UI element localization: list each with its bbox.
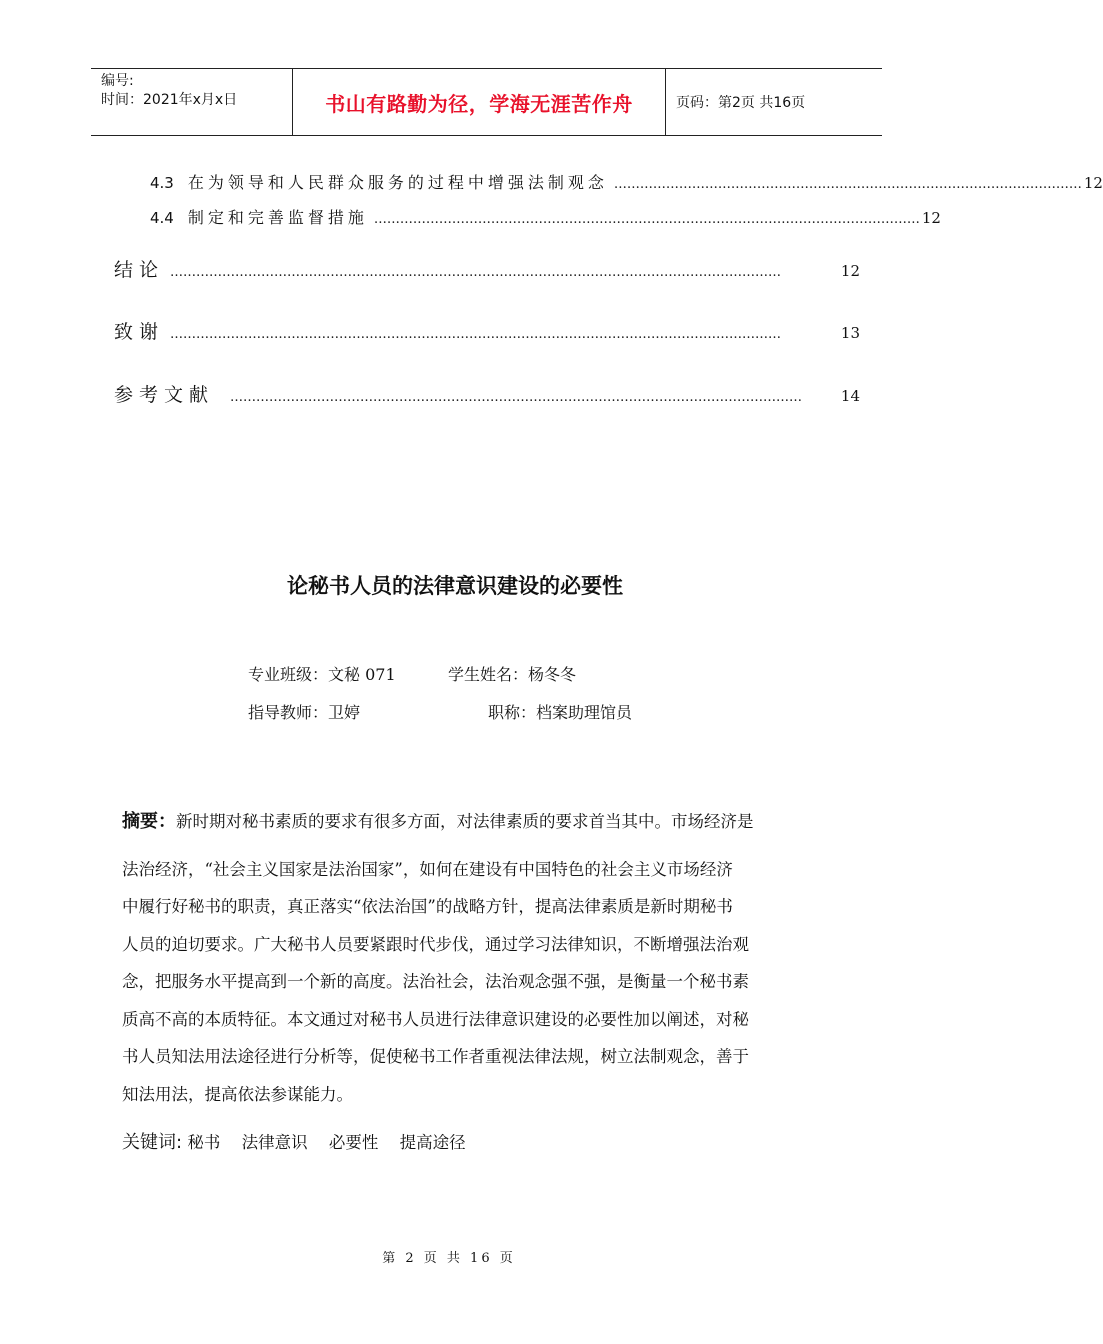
toc-entry-page: 12 [1083,174,1103,192]
toc-entry [150,205,941,228]
toc-leader-dots: …………………………………………………………………………………………………………………………… [170,327,782,342]
header-info [101,72,237,110]
keyword: 提高途径 [399,1133,466,1152]
header-bottom-rule [91,135,882,136]
toc-entry-title: 致谢 [114,321,165,343]
toc-entry-number: 4.3 [150,174,174,192]
abstract-label: 摘要： [122,811,176,832]
toc-entry [114,255,860,282]
toc-leader-dots: ……………………………………………………………………………………………… [613,177,1082,192]
abstract-line: 念，把服务水平提高到一个新的高度。法治社会，法治观念强不强，是衡量一个秘书素 [122,972,749,991]
student-name: 学生姓名：杨冬冬 [448,665,577,684]
toc-entry-title: 结论 [114,259,165,281]
major-class: 专业班级：文秘 071 [248,665,396,684]
keyword: 必要性 [328,1133,379,1152]
header-time-label: 时间：2021年x月x日 [101,92,238,108]
header-number-label: 编号: [101,73,134,89]
toc-leader-dots: …………………………………………………………………………………………………………………… [230,390,803,405]
abstract-text: 新时期对秘书素质的要求有很多方面，对法律素质的要求首当其中。市场经济是 [176,812,754,831]
abstract-line: 中履行好秘书的职责，真正落实“依法治国”的战略方针，提高法律素质是新时期秘书 [122,897,733,916]
abstract [122,803,862,1113]
abstract-line: 人员的迫切要求。广大秘书人员要紧跟时代步伐，通过学习法律知识，不断增强法治观 [122,934,749,954]
page-header [91,68,882,136]
page-footer: 第 2 页 共 16 页 [382,1251,516,1266]
toc-entry-title: 在为领导和人民群众服务的过程中增强法制观念 [187,173,608,192]
paper-title: 论秘书人员的法律意识建设的必要性 [287,574,623,598]
header-motto: 书山有路勤为径，学海无涯苦作舟 [325,92,633,116]
abstract-line: 法治经济，“社会主义国家是法治国家”，如何在建设有中国特色的社会主义市场经济 [122,859,733,879]
toc-leader-dots: …………………………………………………………………………………………………………………………… [170,265,782,280]
toc-entry-title: 制定和完善监督措施 [187,208,368,227]
toc-entry-page: 14 [840,387,860,405]
advisor-rank: 职称：档案助理馆员 [488,703,633,722]
header-page-info: 页码：第2页 共16页 [676,95,806,111]
keywords [122,1128,482,1154]
keyword: 法律意识 [241,1133,308,1152]
abstract-line: 知法用法，提高依法参谋能力。 [122,1084,353,1104]
toc-entry-page: 13 [840,324,860,342]
advisor-name: 指导教师：卫婷 [248,703,361,722]
abstract-line [122,803,862,841]
toc-entry-title: 参考文献 [114,384,215,406]
toc-entry [114,380,860,407]
toc-entry-page: 12 [840,262,860,280]
toc-leader-dots: ……………………………………………………………………………………………………………… [373,212,920,227]
keyword: 秘书 [187,1133,221,1152]
abstract-line: 质高不高的本质特征。本文通过对秘书人员进行法律意识建设的必要性加以阐述，对秘 [122,1009,749,1029]
toc-entry-page: 12 [921,209,941,227]
toc-entry [114,317,860,344]
header-divider-right [665,68,666,136]
toc-entry-number: 4.4 [150,209,174,227]
abstract-line: 书人员知法用法途径进行分析等，促使秘书工作者重视法律法规，树立法制观念，善于 [122,1047,749,1066]
toc-entry [150,170,1103,193]
keywords-label: 关键词: [122,1132,183,1153]
header-top-rule [91,68,882,69]
